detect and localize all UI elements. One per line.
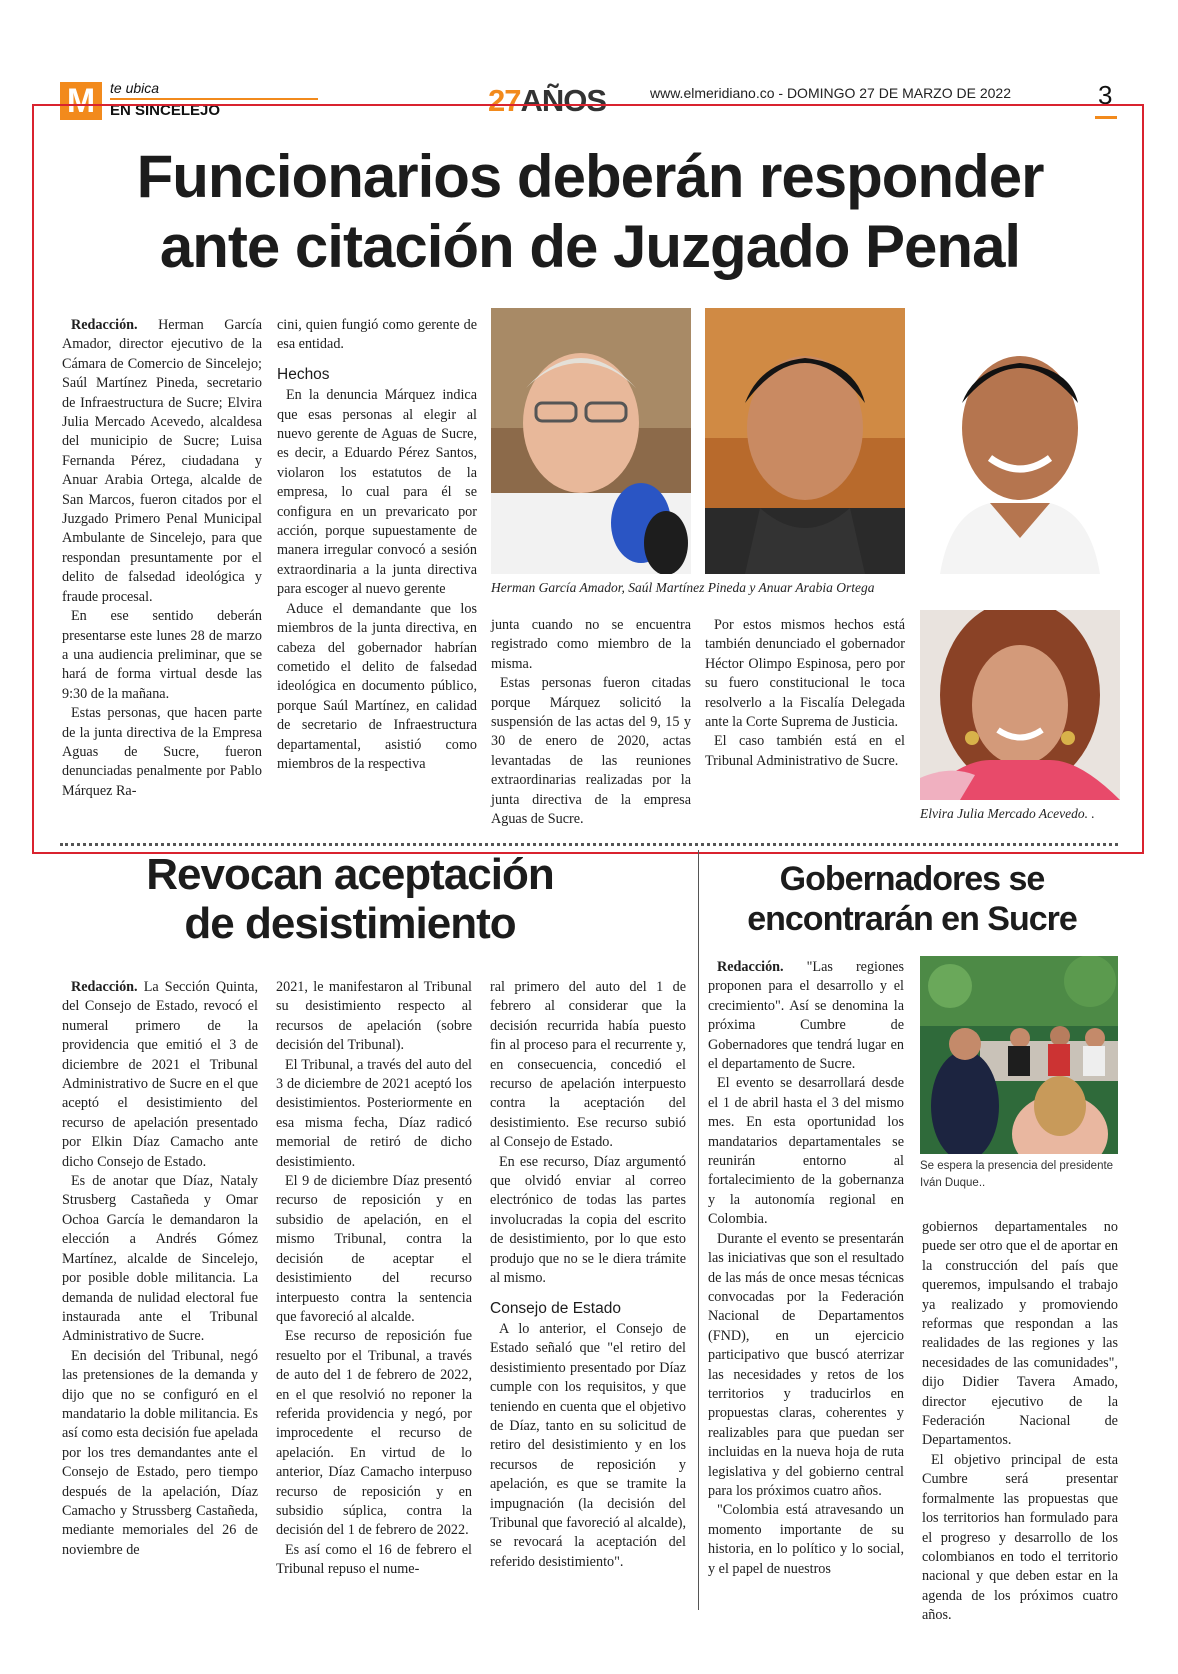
- article1-column-1: [62, 316, 262, 801]
- article3-paragraph: "Las regiones proponen para el desarrollo y el crecimiento". Así se denomina la próxima Cumbre de Gobernadores que tendrá lugar en el departamento de Sucre.: [708, 959, 905, 1073]
- article2-paragraph: 2021, le manifestaron al Tribunal su desistimiento respecto al recursos de apelación (sobre decisión del Tribunal).: [276, 979, 472, 1054]
- article1-paragraph: En ese sentido deberán presentarse este lunes 28 de marzo a una audiencia preliminar, que se hará de forma virtual desde las 9:30 de la mañana.: [62, 608, 262, 702]
- article3-paragraph: "Colombia está atravesando un momento importante de su historia, en lo político y lo social, y el papel de nuestros: [708, 1502, 904, 1577]
- dateline: www.elmeridiano.co - DOMINGO 27 DE MARZO DE 2022: [650, 85, 1011, 101]
- article1-single-caption: Elvira Julia Mercado Acevedo. .: [920, 806, 1095, 821]
- newspaper-logo: M: [60, 82, 102, 120]
- article1-subhead: Hechos: [277, 365, 330, 383]
- article1-paragraph: Estas personas, que hacen parte de la junta directiva de la Empresa Aguas de Sucre, fueron denunciadas penalmente por Pablo Márquez Ra-: [62, 705, 262, 799]
- article1-headline: [50, 142, 1130, 282]
- article1-column-2: [277, 316, 477, 774]
- article1-column-4: [705, 616, 905, 771]
- section-tagline: te ubica: [110, 80, 160, 96]
- article2-paragraph: El 9 de diciembre Díaz presentó recurso de reposición y en subsidio de apelación, en el mismo Tribunal, contra la decisión de aceptar el desistimiento del recurso interpuesto contra la sentencia que favoreció al alcalde.: [276, 1173, 472, 1325]
- article3-photo-caption: Se espera la presencia del presidente Iván Duque..: [920, 1160, 1114, 1189]
- article3-paragraph: El objetivo principal de esta Cumbre será presentar formalmente las propuestas que los territorios han formulado para el progreso y desarrollo de los colombianos en todo el territorio nacional y que deben estar en la agenda de los próximos cuatro años.: [922, 1451, 1118, 1624]
- article1-paragraph: Estas personas fueron citadas porque Márquez solicitó la suspensión de las actas del 9, 15 y 30 de enero de 2020, actas levantadas de las reuniones extraordinarias realizadas por la junta directiva de la empresa Aguas de Sucre.: [491, 675, 691, 828]
- section-name: EN SINCELEJO: [110, 102, 221, 119]
- byline: Redacción.: [71, 979, 138, 995]
- article2-paragraph: Es así como el 16 de febrero el Tribunal repuso el nume-: [276, 1541, 472, 1578]
- article3-column-2: [922, 1218, 1118, 1626]
- article1-paragraph: junta cuando no se encuentra registrado como miembro de la misma.: [491, 617, 691, 672]
- article1-headline-line2: ante citación de Juzgado Penal: [159, 213, 1021, 280]
- article2-paragraph: ral primero del auto del 1 de febrero al considerar que la decisión recurrida había puesto fin al proceso para el recurrente y, en consecuencia, concedió el recurso de apelación interpuesto contra la aceptación del desistimiento. Ese recurso subió al Consejo de Estado.: [490, 979, 686, 1151]
- article2-paragraph: Es de anotar que Díaz, Nataly Strusberg Castañeda y Omar Ochoa García le demandaron la elección a Andrés Gómez Martínez, alcalde de Sincelejo, por posible doble militancia. La demanda de nulidad electoral fue instaurada ante el Tribunal Administrativo de Sucre.: [62, 1173, 258, 1345]
- article2-headline-line2: de desistimiento: [184, 899, 516, 948]
- article2-column-1: [62, 978, 258, 1560]
- article1-paragraph: Por estos mismos hechos está también denunciado el gobernador Héctor Olimpo Espinosa, pero por su fuero constitucional le toca resolverlo a la Fiscalía Delegada ante la Corte Suprema de Justicia.: [705, 617, 905, 731]
- article1-column-3: [491, 616, 691, 829]
- tagline-divider: [110, 98, 318, 100]
- article2-paragraph: En ese recurso, Díaz argumentó que olvidó enviar al correo electrónico de todas las partes involucradas la copia del escrito de desistimiento, por lo que esto produjo que no se le diera trámite al mismo.: [490, 1153, 686, 1287]
- article1-paragraph: cini, quien fungió como gerente de esa entidad.: [277, 317, 477, 353]
- article1-paragraph: Herman García Amador, director ejecutivo de la Cámara de Comercio de Sincelejo; Saúl Martínez Pineda, secretario de Infraestructura de Sucre; Elvira Julia Mercado Acevedo, alcaldesa del municipio de Sucre; Luisa Fernanda Pérez, ciudadana y Anuar Arabia Ortega, alcalde de San Marcos, fueron citados por el Juzgado Primero Penal Municipal Ambulante de Sincelejo, para que respondan presuntamente por el delito de falsedad ideológica y fraude procesal.: [62, 317, 263, 605]
- article2-paragraph: La Sección Quinta, del Consejo de Estado, revocó el numeral primero de la providencia que emitió el 3 de diciembre de 2021 el Tribunal Administrativo de Sucre en el que aceptó el desistimiento del recurso de apelación presentado por Elkin Díaz Camacho ante dicho Consejo de Estado.: [62, 979, 258, 1170]
- byline: Redacción.: [717, 959, 784, 975]
- article1-group-caption: Herman García Amador, Saúl Martínez Pineda y Anuar Arabia Ortega: [491, 580, 875, 595]
- article3-headline-line1: Gobernadores se: [779, 860, 1045, 898]
- article1-headline-line1: Funcionarios deberán responder: [136, 143, 1044, 210]
- article2-paragraph: Ese recurso de reposición fue resuelto por el Tribunal, a través de auto del 1 de febrero de 2022, en el que resolvió no reponer la referida providencia y negó, por improcedente el recurso de apelación. En virtud de lo anterior, Díaz Camacho interpuso recurso de reposición y en subsidio súplica, contra la decisión del 1 de febrero de 2022.: [276, 1328, 472, 1539]
- portrait-elvira-mercado-photo: [920, 610, 1120, 800]
- article2-subhead: Consejo de Estado: [490, 1299, 621, 1317]
- article2-headline: [60, 850, 640, 948]
- section-divider: [60, 843, 1118, 846]
- anniversary-number: 27: [488, 83, 521, 118]
- article2-paragraph: A lo anterior, el Consejo de Estado señaló que "el retiro del desistimiento presentado por Díaz cumple con los requisitos, y que teniendo en cuenta que el objetivo de Díaz, tanto en su solicitud de retiro del desistimiento y en los recursos de reposición y apelación, es que se tramite la impugnación (la decisión del Tribunal que favoreció al alcalde), se revocará la aceptación del referido desistimiento".: [490, 1320, 686, 1570]
- article1-paragraph: El caso también está en el Tribunal Administrativo de Sucre.: [705, 733, 905, 769]
- portrait-saul-martinez-photo: [705, 308, 905, 574]
- article2-paragraph: En decisión del Tribunal, negó las pretensiones de la demanda y dijo que no se configuró en el mandatario la doble militancia. Es así como esta decisión fue apelada por los tres demandantes ante el Consejo de Estado, pero tiempo después de la apelación, Díaz Camacho y Strussberg Castañeda, mediante memoriales del 26 de noviembre de: [62, 1347, 258, 1558]
- article3-paragraph: Durante el evento se presentarán las iniciativas que son el resultado de las más de once mesas técnicas convocadas por la Federación Nacional de Departamentos (FND), en un ejercicio participativo que buscó aterrizar las necesidades y retos de los territorios y traducirlos en propuestas claras, coherentes y realizables para que puedan ser incluidas en la nueva hoja de ruta legislativa y del gobierno central para los próximos cuatro años.: [708, 1230, 904, 1499]
- column-rule: [698, 850, 699, 1610]
- anniversary-word: AÑOS: [520, 83, 607, 118]
- cumbre-gobernadores-photo: [920, 956, 1118, 1154]
- article3-paragraph: El evento se desarrollará desde el 1 de abril hasta el 3 del mismo mes. En esta oportunidad los mandatarios departamentales se reunirán entorno al fortalecimiento de la gobernanza y la autonomía regional en Colombia.: [708, 1075, 904, 1228]
- article3-paragraph: gobiernos departamentales no puede ser otro que el de aportar en la construcción del país que queremos, impulsando el trabajo ya realizado y promoviendo reformas que respondan a las realidades de las regiones y las necesidades de las comunidades", dijo Didier Tavera Amado, director ejecutivo de la Federación Nacional de Departamentos.: [922, 1219, 1118, 1449]
- article3-headline-line2: encontrarán en Sucre: [747, 900, 1077, 938]
- article1-paragraph: En la denuncia Márquez indica que esas personas al elegir al nuevo gerente de Aguas de Sucre, es decir, a Eduardo Pérez Santos, violaron los estatutos de la empresa, lo cual para él se configura en un prevaricato por acción, porque supuestamente de manera irregular convocó a sesión extraordinaria a la junta directiva para escoger al nuevo gerente: [277, 387, 477, 598]
- article3-column-1: [708, 958, 904, 1579]
- page-number: 3: [1098, 80, 1113, 110]
- article2-headline-line1: Revocan aceptación: [146, 850, 554, 899]
- article2-paragraph: El Tribunal, a través del auto del 3 de diciembre de 2021 aceptó los desistimientos. Posteriormente en esa misma fecha, Díaz radicó memorial de retiró de dicho desistimiento.: [276, 1056, 472, 1170]
- portrait-anuar-arabia-photo: [920, 308, 1120, 574]
- article2-column-3: [490, 978, 686, 1572]
- byline: Redacción.: [71, 317, 138, 333]
- article1-paragraph: Aduce el demandante que los miembros de la junta directiva, en cabeza del gobernador habrían cometido el delito de falsedad ideológica en documento público, porque Saúl Martínez, en calidad de secretario de Infraestructura departamental, asistió como miembros de la respectiva: [277, 600, 477, 772]
- article2-column-2: [276, 978, 472, 1580]
- article3-headline: [702, 859, 1122, 939]
- portrait-herman-garcia-photo: [491, 308, 691, 574]
